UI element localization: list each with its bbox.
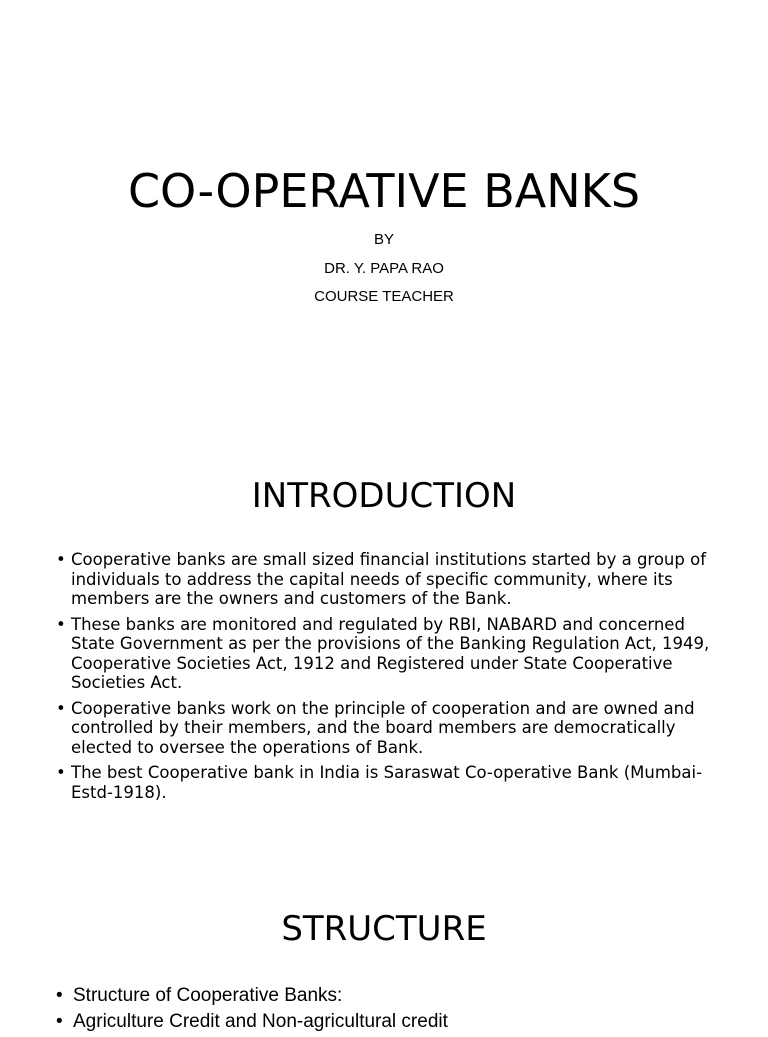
page-title: CO-OPERATIVE BANKS	[127, 164, 641, 218]
author-role: COURSE TEACHER	[314, 288, 454, 305]
list-item	[56, 763, 712, 802]
bullet-icon: •	[56, 985, 63, 1006]
introduction-bullet-list	[56, 550, 712, 808]
bullet-text: Agriculture Credit and Non-agricultural credit	[73, 1011, 448, 1032]
bullet-text: Structure of Cooperative Banks:	[73, 985, 343, 1006]
list-item	[56, 550, 712, 609]
bullet-text: Cooperative banks work on the principle of cooperation and are owned and controlled by their members, and the board members are democratically elected to oversee the operations of Bank.	[71, 698, 695, 757]
bullet-icon: •	[56, 763, 66, 782]
introduction-heading: INTRODUCTION	[251, 476, 517, 516]
title-slide	[0, 0, 768, 430]
list-item	[56, 985, 712, 1007]
list-item	[56, 699, 712, 758]
bullet-text: These banks are monitored and regulated by RBI, NABARD and concerned State Government as per the provisions of the Banking Regulation Act, 1949, Cooperative Societies Act, 1912 and Registered under State Cooperative Societies Act.	[71, 614, 710, 692]
byline-label: BY	[373, 231, 394, 248]
introduction-slide	[0, 430, 768, 850]
bullet-text: Cooperative banks are small sized financial institutions started by a group of individuals to address the capital needs of specific community, where its members are the owners and customers of the Bank.	[71, 550, 707, 608]
bullet-icon: •	[56, 614, 66, 634]
structure-heading: STRUCTURE	[281, 909, 487, 949]
bullet-icon: •	[56, 1011, 63, 1032]
structure-bullet-list	[56, 985, 712, 1037]
author-name: DR. Y. PAPA RAO	[324, 260, 444, 277]
bullet-text: The best Cooperative bank in India is Saraswat Co-operative Bank (Mumbai-Estd-1918).	[71, 763, 703, 802]
bullet-icon: •	[56, 550, 66, 569]
structure-slide	[0, 850, 768, 1032]
list-item	[56, 1011, 712, 1033]
list-item	[56, 615, 712, 693]
bullet-icon: •	[56, 698, 66, 718]
